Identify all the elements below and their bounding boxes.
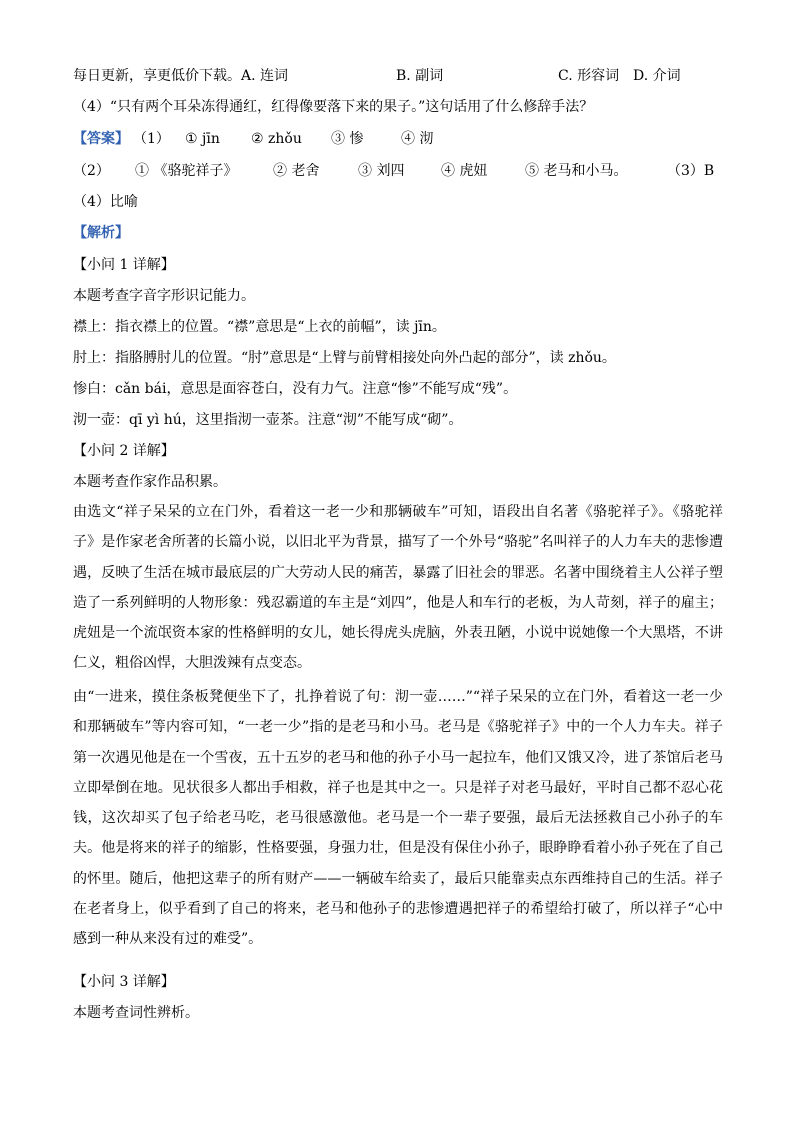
question-4: （4）“只有两个耳朵冻得通红，红得像要落下来的果子。”这句话用了什么修辞手法？ <box>73 99 594 115</box>
answer-2-item: ③ 刘四 <box>358 163 405 179</box>
answer-1-item: ① jīn <box>185 131 220 147</box>
answer-2-item: ① 《骆驼祥子》 <box>135 163 238 179</box>
answer-2-label: （2） <box>73 163 110 179</box>
section-heading-q2: 【小问 2 详解】 <box>73 443 175 459</box>
answer-tag: 【答案】 <box>73 131 129 147</box>
answer-3: （3）B <box>667 163 715 179</box>
analysis-line: 惨白：cǎn bái，意思是面容苍白，没有力气。注意“惨”不能写成“残”。 <box>73 381 518 397</box>
analysis-line: 沏一壶：qī yì hú，这里指沏一壶茶。注意“沏”不能写成“砌”。 <box>73 412 463 428</box>
answer-2-item: ⑤ 老马和小马。 <box>525 163 628 179</box>
section-intro-q2: 本题考查作家作品积累。 <box>73 474 227 490</box>
analysis-paragraph: 由选文“祥子呆呆的立在门外，看着这一老一少和那辆破车”可知，语段出自名著《骆驼祥子》。《骆驼祥子》是作家老舍所著的长篇小说，以旧北平为背景，描写了一个外号“骆驼”名叫祥子的人力车夫的悲惨遭遇，反映了生活在城市最底层的广大劳动人民的痛苦，暴露了旧社会的罪恶。名著中围绕着主人公祥子塑造了一系列鲜明的人物形象：残忍霸道的车主是“刘四”，他是人和车行的老板，为人苛刻，祥子的雇主；虎妞是一个流氓资本家的性格鲜明的女儿，她长得虎头虎脑，外表丑陋，小说中说她像一个大黑塔，不讲仁义，粗俗凶悍，大胆泼辣有点变态。 <box>73 504 723 672</box>
answer-1-item: ④ 沏 <box>401 131 434 147</box>
section-intro-q3: 本题考查词性辨析。 <box>73 1005 199 1021</box>
answer-2-item: ② 老舍 <box>273 163 320 179</box>
answer-1-item: ② zhǒu <box>251 131 302 147</box>
option-a: A. 连词 <box>241 68 289 84</box>
analysis-line: 襟上：指衣襟上的位置。“襟”意思是“上衣的前幅”，读 jīn。 <box>73 319 446 335</box>
section-heading-q3: 【小问 3 详解】 <box>73 974 175 990</box>
section-heading-q1: 【小问 1 详解】 <box>73 257 175 273</box>
option-c: C. 形容词 <box>558 68 620 84</box>
option-b: B. 副词 <box>396 68 444 84</box>
section-intro-q1: 本题考查字音字形识记能力。 <box>73 288 255 304</box>
analysis-paragraph: 由“一进来，摸住条板凳便坐下了，扎挣着说了句：沏一壶……”“祥子呆呆的立在门外，看着这一老一少和那辆破车”等内容可知，“一老一少”指的是老马和小马。老马是《骆驼祥子》中的一个人力车夫。祥子第一次遇见他是在一个雪夜，五十五岁的老马和他的孙子小马一起拉车，他们又饿又冷，进了茶馆后老马立即晕倒在地。见状很多人都出手相救，祥子也是其中之一。只是祥子对老马最好，平时自己都不忍心花钱，这次却买了包子给老马吃，老马很感激他。老马是一个一辈子要强，最后无法拯救自己小孙子的车夫。他是将来的祥子的缩影，性格要强，身强力壮，但是没有保住小孙子，眼睁睁看着小孙子死在了自己的怀里。随后，他把这辈子的所有财产——一辆破车给卖了，最后只能靠卖点东西维持自己的生活。祥子在老者身上，似乎看到了自己的将来，老马和他孙子的悲惨遭遇把祥子的希望给打破了，所以祥子“心中感到一种从来没有过的难受”。 <box>73 689 723 948</box>
option-d: D. 介词 <box>633 68 681 84</box>
answer-4: （4）比喻 <box>73 194 138 210</box>
answer-1-item: ③ 惨 <box>331 131 364 147</box>
analysis-tag: 【解析】 <box>73 225 129 241</box>
options-prefix: 每日更新，享更低价下载。 <box>73 68 241 84</box>
analysis-line: 肘上：指胳膊肘儿的位置。“肘”意思是“上臂与前臂相接处向外凸起的部分”，读 zhǒu。 <box>73 350 616 366</box>
answer-2-item: ④ 虎妞 <box>441 163 488 179</box>
answer-1-label: （1） <box>133 131 170 147</box>
